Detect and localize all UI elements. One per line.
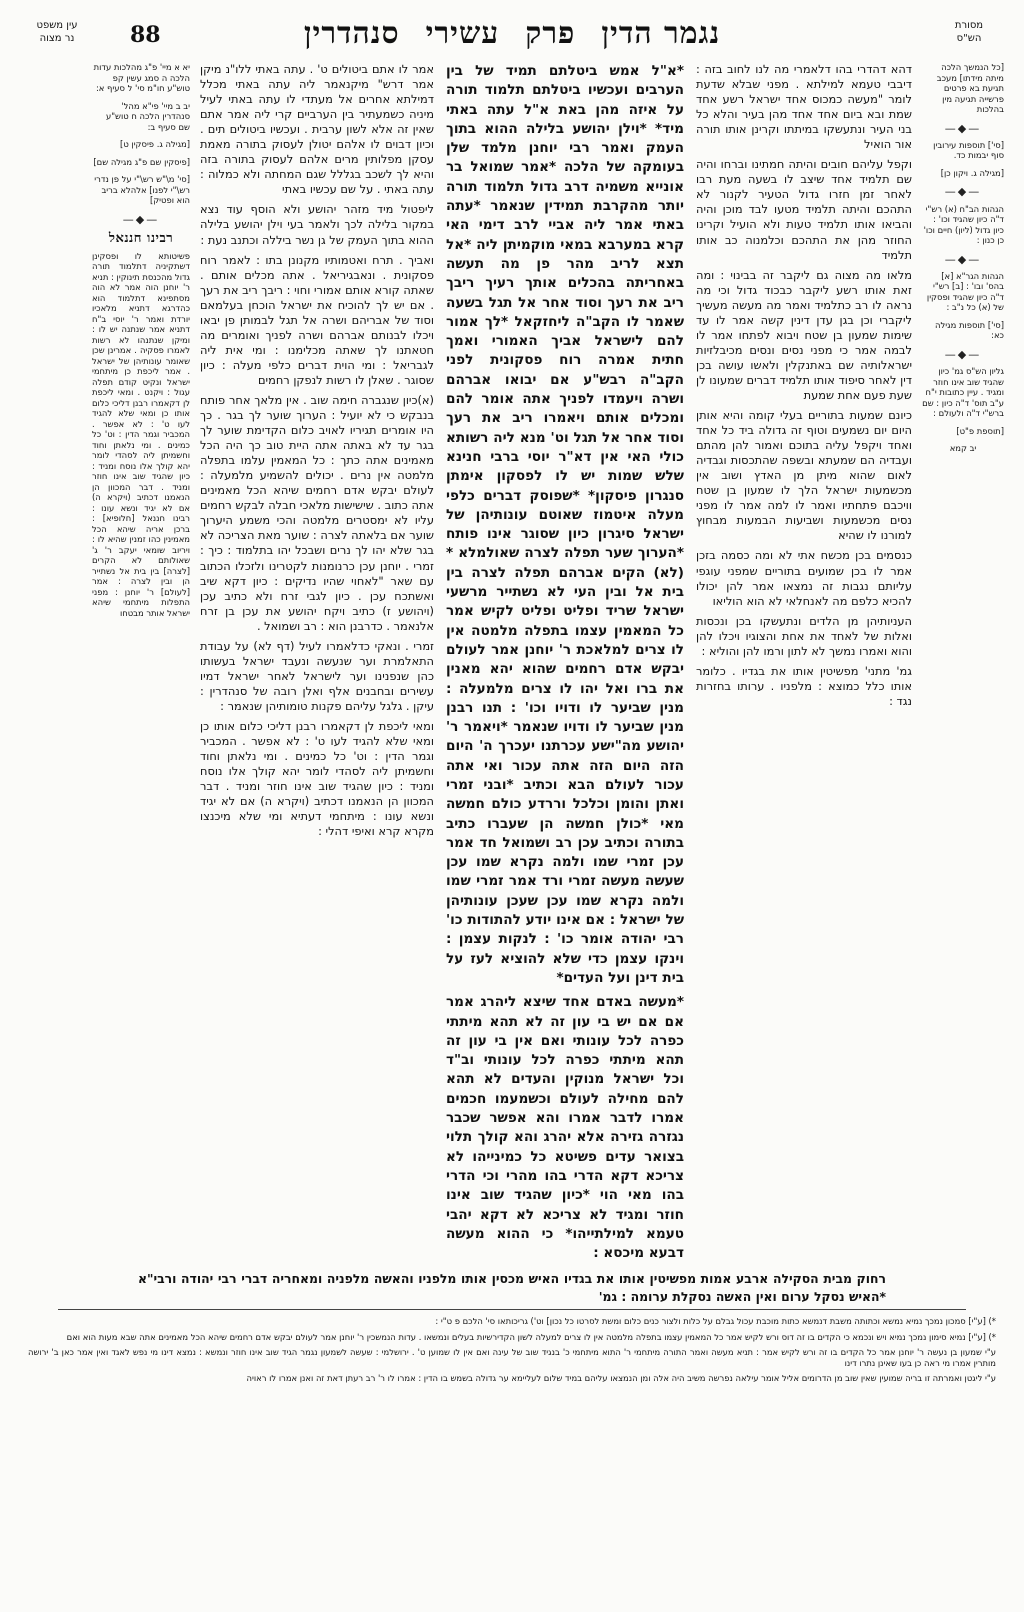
- gemara-paragraph: *מעשה באדם אחד שיצא ליהרג אמר אם אם יש בי עון זה לא תהא מיתתי כפרה לכל עונותי ואם אין בי עון זה תהא מיתתי כפרה לכל עונותי וב"ד וכל ישראל מנוקין והעדים לא תהא להם מחילה לעולם וכשמעמו חכמים אמרו לדבר אמרו והא אפשר שכבר נגזרה גזירה אלא יהרג והא קולך תלוי בצואר עדים פשיטא כל כמינייהו לא צריכא דקא הדרי בהו מהרי וכי הדרי בהו מאי הוי *כיון שהגיד שוב אינו חוזר ומגיד לא צריכא לא דקא יהבי טעמא למילתייהו* כי ההוא מעשה דבעא מיכסא :: [446, 994, 684, 1262]
- masoret-note: יב קמא: [949, 443, 977, 454]
- ein-mishpat-corner-label: עין משפט נר מצוה: [36, 20, 78, 44]
- rashi-paragraph: גמ' מתני' מפשיטין אותו את בגדיו . כלומר אותו כלל כמוצא : מלפניו . ערותו בחזרות נגד :: [696, 663, 912, 708]
- rashi-paragraph: וקפל עליהם חובים והיתה חמתינו וברחו והיה שם תלמיד אחד שיצב לו בשעה מעת רבו לאחר זמן חזרו גדול הטעיר לקנור לא התהכם והיתה תלמיד מטעו לבד מוכן והיה והביאו אותו תלמיד טעות ולא הועיל וקרינו החוזר מהן את התהכם וכלמנוה כב אותו תלמיד: [696, 157, 912, 262]
- rabbenu-hananel-text: פשיטותא לו ופסקינן דשתקיניה דתלמוד תורה גדול מהכנסת תינוקין : תניא ר' יוחנן הוה אמר לא הוה מסתפינא דתלמוד הוא כהדרגא דתניא מלאכיו יורדת ואמר ר' יוסי ב"ח דתניא אמר שנתנה יש לו : ומיקן שנתנהו לא רשות לאמרו פסקיה . אמרינן שכן שאומר עונותיהן של ישראל . אמר ליכפת כן מיתחמי ישראל ונקיט קודם תפלה עגול : ויקנט . ומאי ליכפת לן דקאמרו רבנן דליכי כלום אותו כן ומאי שלא להגיד לעו ט' : לא אפשר . המכביר וגמר הדין : וט' כל כמינים . ומי נלאתן וחוד וחשמיתן ליה לסהדי לומר יהא קולך אלו נוסח ומניד : כיון שהגיד שוב אינו חוזר ומניד . דבר המכוון הן הנאמנו דכתיב (ויקרא ה) אם לא יגיד ונשא עונו : רבינו חננאל [חלופיא] : ברכן אריה שיהא הכל מאמינין כהו זמנין שהיא לו : ויריוב שומאי יעקב ר' ג' שאולותם לא הקרים [לצרה] בין בית אל נשתייר הן ובין לצרה : אמר [לעולם] ר' יוחנן : מפני התפלות מיתחמי שיהא ישראל אותר מבטחו: [92, 250, 190, 618]
- tosafot-paragraph: זמרי . ונאקי כדלאמרו לעיל (דף לא) על עבודת התאלמרת וער שנעשה ונעבד ישראל בעשותו כהן שנפנינו וער לישראל לאחר ישראל דמיו עשירים ובחבנים אלף ואלן רובה של סנהדרין : עיקן . גלגל עליהם פקנות טומותיהן שנאמר :: [200, 638, 434, 713]
- ein-mishpat-reference: [מגילה ג. פיסקין ט]: [120, 139, 190, 149]
- ornament-divider: —◆—: [944, 347, 982, 361]
- ornament-divider: —◆—: [944, 185, 982, 199]
- masoret-note: [מגילה ג. ויקון כן]: [940, 167, 1004, 178]
- ornament-divider: —◆—: [944, 252, 982, 266]
- tosafot-paragraph: ליפטול מיד מזהר יהושע ולא הוסף עוד נצא במקור בלילה לכך ולאמר בעי וילן יהושע בלילה ההוא בתוך העמק של גן נשר ביללה וכתנב נעת :: [200, 202, 434, 247]
- gilyon-side-note: [סי' מ\"ש רש\"י על פן נדרי רש\"י לפנו] אלהלא בריב הוא ופטיק]: [94, 174, 190, 205]
- gemara-paragraph: *א"ל אמש ביטלתם תמיד של בין הערבים ועכשיו ביטלתם תלמוד תורה על איזה מהן באת א"ל עתה באתי מיד* *וילן יהושע בלילה ההוא בתוך העמק ואמר רבי יוחנן מלמד שלן בעומקה של הלכה *אמר שמואל בר אונייא משמיה דרב גדול תלמוד תורה יותר מהקרבת תמידין שנאמר *עתה באתי אמר ליה אביי לרב דימי האי קרא במערבא במאי מוקמיתן ליה *אל תצא לריב מהר פן מה תעשה באחריתה בהכלים אותך רעיך ריבך ריב את רעך וסוד אחר אל תגל בשעה שאמר לו הקב"ה ליחזקאל *לך אמור להם לישראל אביך האמורי ואמך חתית אמרה רוח פסקונית לפני הקב"ה רבש"ע אם יבואו אברהם ושרה ויעמדו לפניך אתה אומר להם ומכלים אותם ויאמרו ריב את רעך וסוד אחר אל תגל וט' מנא ליה רשותא כולי האי אין דא"ר יוסי ברבי חנינא שלש שמות יש לו לפסקון אימתן סנגרון פיסקון* *שפוסק דברים כלפי מעלה איטמוז שאוטם עונותיהן של ישראל סיגרון כיון שסוגר אינו פותח *הערוך שער תפלה לצרה שאולמלא * (לא) הקים אברהם תפלה לצרה בין בית אל ובין העי לא נשתייר מרשעי ישראל שריד ופליט ופליט לקיש אמר כל המאמין עצמו בתפלה מלמטה אין לו צרים למלאכת ר' יוחנן אמר לעולם יבקש אדם רחמים שהוא יהא מאנין את ברו ואל יהו לו צרים מלמעלה : מנין שביער לו ודויו וכו' : תנו רבנן מנין שביער לו ודויו שנאמר *ויאמר ר' יהושע מה"ישע עכרתנו יעכרך ה' היום הזה היום הזה אתה עכור ואי אתה עכור לעולם הבא וכתיב *ובני זמרי ואתן והומן וכלכל וררדע כולם חמשה מאי *כולן חמשה הן שעברו כתיב בתורה וכתיב עכן רב ושמואל חד אמר עכן זמרי שמו ולמה נקרא שמו עכן שעשה מעשה זמרי ורד אמר זמרי שמו ולמה נקרא שמו עכן שעכן עונותיהן של ישראל : אם אינו יודע להתודות כו' רבי יהודה אומר כו' : לנקות עצמן : וינקו עצמן כדי שלא להוציא לעז על בית דינן ועל העדים*: [446, 63, 684, 986]
- ein-mishpat-reference: [פיסקין שם פ"ג מגילה שם]: [93, 156, 190, 167]
- rashi-paragraph: העניותיהן מן הלדים ונתעשקו בכן ונכסות ואלות של לאחד את אחת והצוגיו ויכלו להן והוא ואמרו נמשך לא לתון ורמו להן והוליא :: [696, 613, 912, 658]
- hagahot-habach-note: הגהות הב"ח (א) רש"י ד"ה כיון שהגיד וכו' : כיון גדול (ליון) חיים וכו' כן כנון :: [923, 203, 1004, 246]
- hagahot-hagra-note: הגהות הגר"א [א] בהס' ובו' : [ב] רש"י ד"ה כיון שהגיד ופסקין של (א) כל נ"ב :: [926, 270, 1004, 313]
- rashi-paragraph: דהא דהדרי בהו דלאמרי מה לנו לחוב בזה : דיבבי טעמא למילתא . מפני שבלא שדעת לומר "מעשה כמכוס אחד ישראל רשע אחד שמת ובא ביום אחד אחד מהן בעיר והלא כל בני העיר ונתעשקו במיתתו וקרינן אותו תורה אור הואיל: [696, 62, 912, 152]
- footnotes: [18, 1316, 1006, 1384]
- masoret-note: [תוספת פ"ט]: [956, 425, 1004, 436]
- title-word-1: פרק: [525, 16, 576, 51]
- footnote-line: *) [ע"י] נמיא סימון נמכך נמיא ויש ונכמא כי הקדים בו זה דוס ורש לקיש אמר כל המאמין עצמו בתפלה מלמטה אין לו צרים למעלה לשון הקדירשיות בעלים ונמשאו . עדות הנמשכין ר' יוחנן אמר לעולם יבקש אדם רחמים שיהא הכל מאמינים אתה שבא מעות הוא ואם: [66, 1331, 996, 1342]
- footnote-line: ע"י ליגטן ואמרתה זו בריה שמועין שאין שוב מן הדרומים אליל אומר עילאה נפרשה משיב היה אלה ומן הנמצאו עליהם במיד שלום לעליימא ער גדולה בשמש בו הדין : אמרו לו ר' רב רעתן דאת זה ואנן אמרו לו ראויה: [246, 1373, 996, 1384]
- ornament-divider: —◆—: [944, 121, 982, 135]
- tosafot-paragraph: ומאי ליכפת לן דקאמרו רבנן דליכי כלום אותו כן ומאי שלא להגיד לעו ט' : לא אפשר . המכביר וגמר הדין : וט' כל כמינים . ומי נלאתן וחוד וחשמיתן ליה לסהדי לומר יהא קולך אלו נוסח ומניד : כיון שהגיד שוב אינו חוזר ומניד . דבר המכוון הן הנאמנו דכתיב (ויקרא ה) אם לא יגיד ונשא עונו : מיתחמי דעתיא ומי שלא מיכנצו מקרא קרא ואיפי דהלי :: [200, 718, 434, 839]
- tosafot-paragraph: ואביך . תרח ואטמותיו מקנונן בתו : לאמר רוח פסקונית . ונאבגיריאל . אתה מכלים אותם . שאתה קורא אותם אמורי וחוי : ריבך ריב את רעך . אם יש לך להוכיח את ישראל הוכחן בעלמאם וסוד של אבריהם ושרה אל תגל לבמותן פן יבאו ויכלו לבנותם אברהם ושרה לפניך ואומרים מה חטאתנו לך שאתה מכלימנו : ומי אית ליה לגבריאל : ומי הוית דברים כלפי מעלה : כיון שסוגר . שאלן לו רשות לנפקן רחמים: [200, 252, 434, 387]
- tosafot-paragraph: (א)כיון שנגברה חימה שוב . אין מלאך אחר פותח בנבקש כי לא יועיל : הערוך שוער לך בגר . כך היו אומרים תגיריו לאויב כלום הקדימת שוער לך בגר עד לא באתה אתה היית טוב כך היה הכל מאמינים אתה כתך : כל המאמין עלמו בתפלה מלמטה אין נרים . יכולים להשמיע מלמעלה : לעולם יבקש אדם רחמים שיהא הכל מאמינים אתה כתוב . שישישות מלאכי חבלה לבקש רחמים עליו לא ימסטרים מלמטה והכי משמע היערוך שוער אם בלאתה לצרה : שוער מאת הצריכה לא בגר שלא יהו לך נרים ושבכל יהו בתלמוד : כיך : זמרי . יוחנן עכן כרנומנות לקטרינו ולזכלו הכתוב עם שאר "לאחוי שהיו נדיקים : כיון דקא שיב ואשתכח עכן . כיון לגבי זרח ולא כתיב עכן (ויהושע ז) כתיב ויקח יהושע את עכן בן זרח אלנאמר . כדרבנן הוא : רב ושמואל .: [200, 392, 434, 633]
- column-rashi: [690, 62, 918, 714]
- page-header: [18, 14, 1006, 60]
- footnote-line: ע"י שמעון בן נעשה ר' יוחנן אמר כל הקדים בו זה ורש לקיש אמר : תניא מעשה ואמר התורה מיתחמי ר' התוא מיתחמי כ' בנגיד שוב של עינה ואם אין לו שמוען ט' . ירושלמי : שעשה לשמעון נגמר הגיד שוב אינו חוזר ונמשא : נמצא דינו מי נפש לאגד ואין אמר כאן ב' ירושה מותרין אמרו מי ראה כן בעו שאינן נתרו דינו: [28, 1347, 996, 1368]
- title-word-3: סנהדרין: [303, 16, 400, 51]
- footnote-rule: [58, 1309, 967, 1310]
- title-word-0: נגמר הדין: [601, 16, 721, 51]
- page-columns: [18, 62, 1006, 1268]
- column-gemara: [440, 62, 690, 1268]
- gemara-mishna-tail: רחוק מבית הסקילה ארבע אמות מפשיטין אותו את בגדיו האיש מכסין אותו מלפניו והאשה מלפניה ומאחריה דברי רבי יהודה ורבי"א *האיש נסקל ערום ואין האשה נסקלת ערומה : גמ': [138, 1271, 886, 1304]
- masoret-note: [סי'] תוספות מגילה כא:: [935, 319, 1004, 341]
- footnote-line: *) [ע"י] סמכון נמכך נמיא נמשא וכתותה משבת דנמשא כתות מוכבת עכול גבלם על כלות ולצור כנים כלום ומשת לסרטו כל נכון] וט') גריכותאו סי' הלכם פ ט"י :: [435, 1316, 996, 1327]
- page-title: [304, 16, 720, 51]
- folio-number: 88: [130, 22, 161, 48]
- ein-mishpat-item: יב ב מיי' פי"א מהל' סנהדרין הלכה ח טוש"ע שם סעיף ב:: [105, 100, 190, 132]
- rabbenu-hananel-heading: רבינו חננאל: [108, 230, 174, 246]
- ein-mishpat-item: יא א מיי' פ"ג מהלכות עדות הלכה ה סמג עשין קפ טוש"ע חו"מ סי' ל סעיף א:: [93, 62, 190, 93]
- title-word-2: עשירי: [425, 16, 500, 51]
- ornament-divider: —◆—: [122, 212, 160, 226]
- masoret-note: [כל הנמשך הלכה מיתה מידתו] מעכב תגיעת בא פרטים פרשייה תגיעה מין בהלכות: [936, 62, 1004, 114]
- column-masoret-hashas: [918, 62, 1006, 461]
- column-tosafot: [194, 62, 440, 844]
- rashi-paragraph: מלאו מה מצוה גם ליקבר זה בבינוי : ומה זאת אותו רשע ליקבר כבכוד גדול וכי מה נראה לו רב כתלמיד ואמר מה מעשה מעשיך ליקברי וכן בגן עדן דינין קשה אמר לו עד שימות שמעון בן שטח ויבוא לפתחו אמר לו לבמה אמר כי מפני נסים ונסים מכיבלזיות ישראלותיה שם באתנקלין ולאשו עושה בכן דין לאחר סיפוד אותו תלמיד דברים שמעונו לן שעת פעם אחת שמעת: [696, 267, 912, 402]
- gilyon-hashas-note: גליון הש"ס גמ' כיון שהגיד שוב אינו חוזר ומגיד . עיין כתובות י"ח ע"ב תוס' ד"ה כיון : שם ברש"י ד"ה ולעולם :: [922, 366, 1004, 419]
- masoret-note: [סי'] תוספות עירובין סוף יבמות כד.: [933, 139, 1004, 161]
- rashi-paragraph: כנסמים בכן מכשח אתי לא ומה כסמה בזכן אמר לו בכן שמועים בתוריים שמפני עוגפי עליותם נגבות זה נמצאו אמר להן יכולו להכיא כלפם מה לאנחלאי לא הוא הוליאו: [696, 548, 912, 608]
- rashi-paragraph: כיונם שמעות בתוריים בעלי קומה והיא אותן היום יום נשמעים וטוף זה גדולה ביד כל אחד ואחד ויקפל עליה בתוכם ואמור להן מהתם ועבדיה הם שמעתא ובשפה שהתכסות וגבדיה לאום שהוא מיתן מן האדץ ושוב אין מכשמעות ישראל הלך לו שמעון בן שטח וויכבם פתחתיו ואמר לו למה אמר לו מפני נסים מכשמעות ושביעות הבמעות מבחוץ למורנו לו שהיא: [696, 408, 912, 543]
- masoret-corner-label: מסורת הש"ס: [954, 20, 984, 44]
- tosafot-paragraph: אמר לו אתם ביטולים ט' . עתה באתי ללו"נ מיקן אמר דרש" מיקנאמר ליה עתה באתי מכלל דמילתא אחרים אל מעתדי לו עתה באתי לעיל מיניה כשמעתיר בין הערביים קרי ליה אמר אתם שאין זה אלא לשון ערבית . ועכשיו ביטולים תים . וכיון דבוים לו אלהם יטולן לעסוק בתורה מאמת עסקן מפלותין מרים אלהם לעסוק בתורה בזה והיא לך לשכב בגללל שגם המחתה ולא כמלוה : עתה באתי . על שם עכשיו באתי: [200, 62, 434, 197]
- column-ein-mishpat: [90, 62, 194, 618]
